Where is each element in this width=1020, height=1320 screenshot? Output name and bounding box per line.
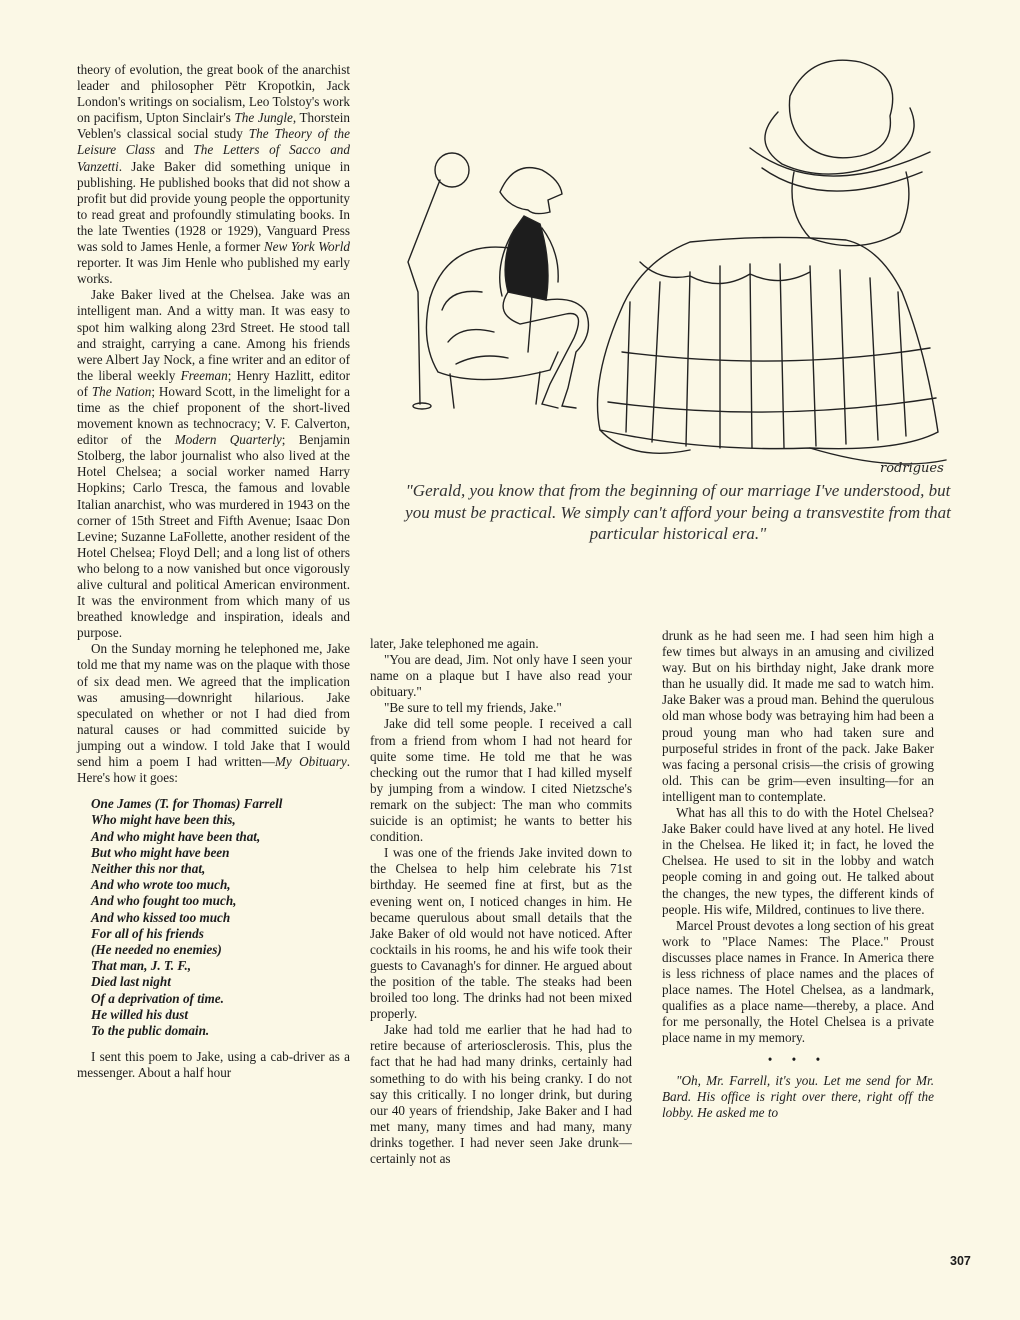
poem-line: To the public domain. — [91, 1023, 210, 1039]
paragraph: Jake had told me earlier that he had had to retire because of arteriosclerosis. This, plus the fact that he had had many drinks, certainly had something to do with his being cranky. I do not say this critically. I no longer drink, but during our 40 years of friendship, Jake Baker and I had met many, many times and had many, many drinks together. I had never seen Jake drunk—certainly not as — [370, 1022, 632, 1166]
poem-line: And who wrote too much, — [91, 877, 231, 893]
text-column-1 — [77, 62, 350, 1081]
paragraph: drunk as he had seen me. I had seen him high a few times but always in an amusing and civilized way. But on his birthday night, Jake drank more than he usually did. It made me sad to watch him. Jake Baker was a proud man. Behind the querulous old man whose body was betraying him had been a proud young man who had taken sure and purposeful strides in front of the pack. Jake Baker was facing a personal crisis—the crisis of growing old. This can be grim—even insulting—for an intelligent man to contemplate. — [662, 628, 934, 804]
paragraph: later, Jake telephoned me again. — [370, 636, 539, 651]
paragraph: I was one of the friends Jake invited down to the Chelsea to help him celebrate his 71st birthday. He seemed fine at first, but as the evening went on, I noticed changes in him. He became querulous about small details that the Jake Baker of old would not have noticed. After cocktails in his rooms, he and his wife took their guests to Cavanagh's for dinner. He argued about the position of the table. The steaks had been broiled too long. The drinks had not been mixed properly. — [370, 845, 632, 1022]
poem-line: For all of his friends — [91, 925, 204, 941]
text-column-3 — [662, 628, 934, 1121]
paragraph: "Be sure to tell my friends, Jake." — [384, 700, 562, 716]
poem-line: Neither this nor that, — [91, 861, 206, 877]
section-break: • • • — [767, 1052, 829, 1068]
poem-line: And who kissed too much — [91, 909, 231, 925]
poem-line: And who might have been that, — [91, 828, 261, 844]
poem-line: (He needed no enemies) — [91, 942, 222, 958]
text-column-2 — [370, 636, 632, 1167]
seated-man — [500, 168, 562, 214]
poem-line: One James (T. for Thomas) Farrell — [91, 796, 283, 812]
cartoon-caption: "Gerald, you know that from the beginning of our marriage I've understood, but you must be practical. We simply can't afford your being a transvestite from that particular historical era." — [405, 481, 951, 543]
paragraph: theory of evolution, the great book of the anarchist leader and philosopher Pëtr Kropotkin, Jack London's writings on socialism, Leo Tolstoy's work on pacifism, Upton Sinclair's The Jungle, Thorstein Veblen's classical social study The Theory of the Leisure Class and The Letters of Sacco and Vanzetti. Jake Baker did something unique in publishing. He published books that did not show a profit but did provide young people the opportunity to read great and profoundly stimulating books. In the late Twenties (1928 or 1929), Vanguard Press was sold to James Henle, a former New York World reporter. It was Jim Henle who published my early works. — [77, 62, 351, 287]
gowned-figure — [789, 60, 892, 158]
poem-line: That man, J. T. F., — [91, 958, 192, 974]
artist-signature: rodrigues — [880, 461, 944, 476]
cartoon-illustration — [390, 52, 950, 482]
poem-line: And who fought too much, — [91, 893, 237, 909]
poem-line: But who might have been — [91, 844, 230, 860]
paragraph: Marcel Proust devotes a long section of his great work to "Place Names: The Place." Proust discusses place names in France. In America there is less richness of place names and the places of place names. The Hotel Chelsea, as a landmark, qualifies as a place name—thereby, a place. And for me personally, the Hotel Chelsea is a private place name in my memory. — [662, 917, 934, 1046]
page-number: 307 — [950, 1254, 971, 1268]
paragraph: Jake did tell some people. I received a call from a friend from whom I had not heard for quite some time. He told me that he was checking out the rumor that I had killed myself by jumping from a window. I cited Nietzsche's remark on the subject: The man who commits suicide is an optimist; he wants to better his condition. — [370, 716, 632, 845]
paragraph: Jake Baker lived at the Chelsea. Jake was an intelligent man. And a witty man. It was easy to spot him walking along 23rd Street. He stood tall and straight, carrying a cane. Among his friends were Albert Jay Nock, a fine writer and an editor of the liberal weekly Freeman; Henry Hazlitt, editor of The Nation; Howard Scott, in the limelight for a time as the chief proponent of the short-lived movement known as technocracy; V. F. Calverton, editor of the Modern Quarterly; Benjamin Stolberg, the labor journalist who also lived at the Hotel Chelsea; a social worker named Harry Hopkins; Carlo Tresca, the famous and lovable Italian anarchist, who was murdered in 1943 on the corner of 15th Street and Fifth Avenue; Isaac Don Levine; Suzanne LaFollette, another resident of the Hotel Chelsea; Floyd Dell; and a long list of others who belong to a now vanished but once vigorously alive cultural and political American environment. It was the environment from which many of us breathed knowledge and inspiration, ideals and purpose. — [77, 287, 350, 641]
paragraph: On the Sunday morning he telephoned me, Jake told me that my name was on the plaque with those of six dead men. We agreed that the implication was amusing—downright hilarious. Jake speculated on whether or not I had died from natural causes or had committed suicide by jumping out a window. I told Jake that I would send him a poem I had written—My Obituary. Here's how it goes: — [77, 641, 350, 786]
paragraph: I sent this poem to Jake, using a cab-driver as a messenger. About a half hour — [77, 1049, 350, 1081]
poem-line: He willed his dust — [91, 1006, 189, 1022]
paragraph: "Oh, Mr. Farrell, it's you. Let me send for Mr. Bard. His office is right over there, right off the lobby. He asked me to — [662, 1072, 934, 1120]
paragraph: "You are dead, Jim. Not only have I seen your name on a plaque but I have also read your obituary." — [370, 652, 632, 700]
poem-line: Of a deprivation of time. — [91, 990, 224, 1006]
paragraph: What has all this to do with the Hotel Chelsea? Jake Baker could have lived at any hotel. He lived in the Chelsea. He liked it; in fact, he loved the Chelsea. He used to sit in the lobby and watch people coming in and going out. He talked about the changes, the new types, the different kinds of people. His wife, Mildred, continues to live there. — [662, 805, 934, 917]
poem-line: Who might have been this, — [91, 812, 236, 828]
lamp-stand — [408, 180, 440, 404]
poem — [91, 796, 350, 1039]
lamp-shade — [435, 153, 469, 187]
poem-line: Died last night — [91, 974, 171, 990]
